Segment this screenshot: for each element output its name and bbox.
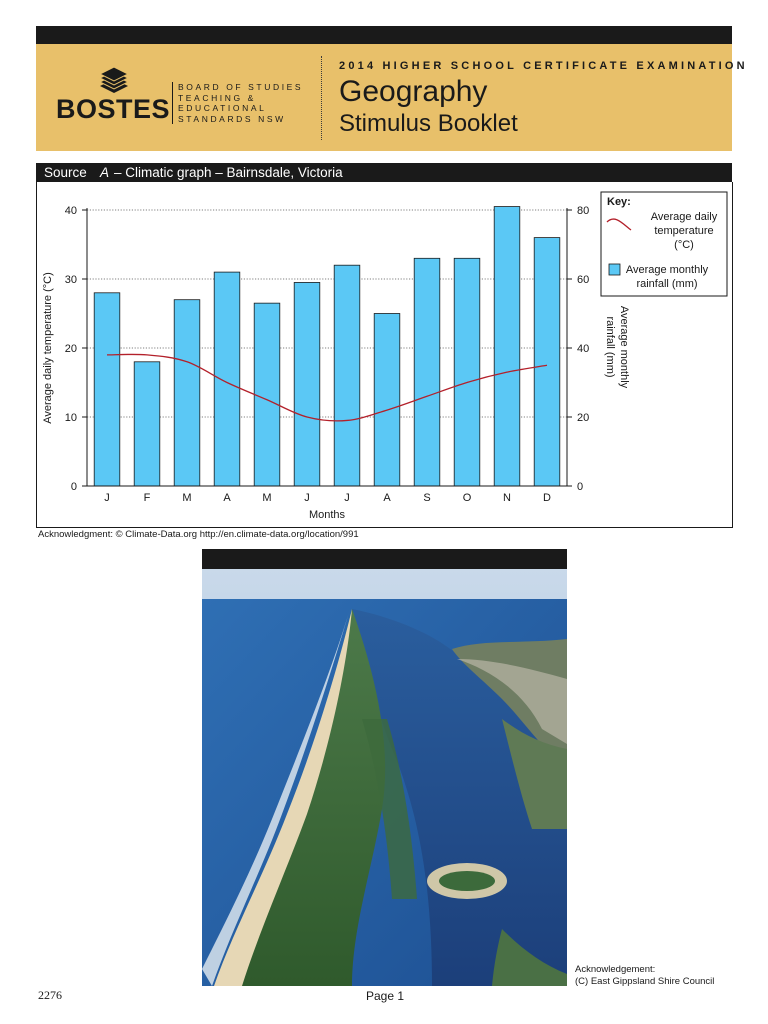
y2-tick-label: 20 (577, 412, 590, 424)
x-tick-label: S (423, 492, 431, 504)
legend-title: Key: (607, 196, 631, 208)
temperature-line (107, 354, 547, 420)
rainfall-bar (134, 362, 160, 486)
page-number: Page 1 (366, 989, 405, 1003)
legend-label: Average monthly (625, 264, 709, 276)
x-tick-label: F (143, 492, 151, 504)
y-tick-label: 0 (70, 481, 77, 493)
legend-label: Average daily (650, 211, 718, 223)
photo-title-bar (202, 549, 567, 569)
rainfall-bar (334, 265, 360, 486)
logo-subtitle: BOARD OF STUDIES TEACHING & EDUCATIONAL STANDARDS NSW (178, 82, 304, 124)
subject-title: Geography (339, 75, 488, 108)
rainfall-bar (214, 272, 240, 486)
source-title: – Climatic graph – Bairnsdale, Victoria (114, 165, 343, 180)
source-prefix: Source (44, 165, 87, 180)
y2-tick-label: 80 (577, 205, 590, 217)
x-tick-label: J (344, 492, 350, 504)
y2-tick-label: 0 (577, 481, 584, 493)
legend-bar-swatch (609, 264, 620, 275)
top-bar (36, 26, 732, 44)
y-tick-label: 20 (64, 343, 77, 355)
x-tick-label: M (182, 492, 192, 504)
rainfall-bar (254, 303, 280, 486)
logo-books-icon (96, 66, 132, 96)
logo-wordmark: BOSTES (56, 94, 171, 124)
logo-divider (172, 82, 173, 124)
exam-code: 2276 (38, 988, 62, 1002)
y-tick-label: 10 (64, 412, 77, 424)
rainfall-bar (374, 314, 400, 487)
x-tick-label: D (543, 492, 551, 504)
rainfall-bar (534, 238, 560, 486)
legend-label: temperature (654, 225, 714, 237)
y-tick-label: 40 (64, 205, 77, 217)
aerial-photo-image (202, 569, 567, 986)
rainfall-bar (174, 300, 200, 486)
x-tick-label: A (383, 492, 391, 504)
x-tick-label: M (262, 492, 272, 504)
legend-label: rainfall (mm) (636, 278, 698, 290)
rainfall-bar (414, 258, 440, 486)
climate-chart (37, 182, 732, 527)
photo-acknowledgment: Acknowledgement: (C) East Gippsland Shire Council (575, 964, 715, 987)
exam-title: 2014 HIGHER SCHOOL CERTIFICATE EXAMINATION (339, 60, 748, 72)
y2-axis-label: Average monthly (618, 305, 630, 389)
header-divider (321, 56, 322, 140)
y2-tick-label: 60 (577, 274, 590, 286)
chart-acknowledgment: Acknowledgment: © Climate-Data.org http://en.climate-data.org/location/991 (38, 529, 359, 540)
x-tick-label: O (462, 492, 472, 504)
chart-panel (36, 182, 733, 528)
x-tick-label: A (223, 492, 231, 504)
source-title-bar (36, 163, 732, 182)
legend-label: (°C) (674, 239, 694, 251)
rainfall-bar (454, 258, 480, 486)
x-tick-label: J (304, 492, 310, 504)
y-tick-label: 30 (64, 274, 77, 286)
rainfall-bar (94, 293, 120, 486)
x-tick-label: N (503, 492, 511, 504)
y2-tick-label: 40 (577, 343, 590, 355)
source-letter: A (100, 165, 110, 180)
y-axis-label: Average daily temperature (°C) (42, 272, 54, 424)
booklet-title: Stimulus Booklet (339, 110, 518, 137)
rainfall-bar (494, 207, 520, 486)
x-tick-label: J (104, 492, 110, 504)
x-axis-label: Months (308, 509, 346, 521)
aerial-photo (202, 569, 567, 986)
y2-axis-label: rainfall (mm) (604, 316, 616, 378)
rainfall-bar (294, 282, 320, 486)
